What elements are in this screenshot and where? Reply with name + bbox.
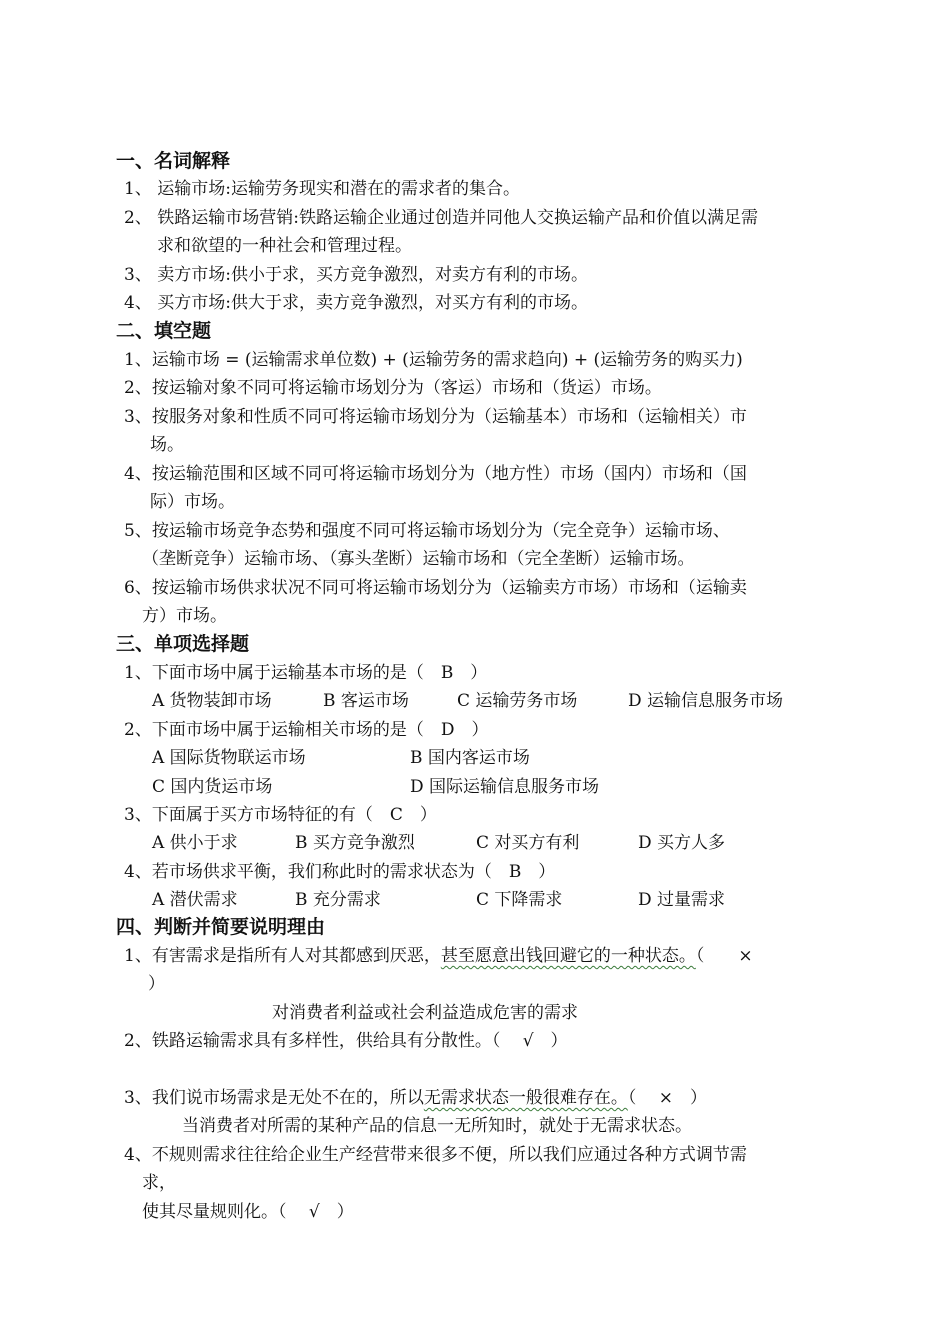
- sec4-item-3-answer: （ × ）: [627, 1088, 707, 1108]
- q2-option-c: C 国内货运市场: [152, 777, 273, 797]
- section-2-title: 二、填空题: [116, 320, 212, 342]
- sec1-item-4: 4、 买方市场:供大于求，卖方竞争激烈，对买方有利的市场。: [124, 293, 588, 313]
- sec4-item-3-note: 当消费者对所需的某种产品的信息一无所知时，就处于无需求状态。: [182, 1116, 692, 1136]
- q3-option-a: A 供小于求: [152, 833, 238, 853]
- sec3-question-2: 2、下面市场中属于运输相关市场的是（ D ）: [124, 720, 489, 740]
- sec3-question-4: 4、若市场供求平衡，我们称此时的需求状态为（ B ）: [124, 862, 556, 882]
- sec1-item-2-cont: 求和欲望的一种社会和管理过程。: [157, 236, 412, 256]
- sec3-question-3: 3、下面属于买方市场特征的有（ C ）: [124, 805, 437, 825]
- sec4-item-1-close: ）: [148, 974, 165, 994]
- sec4-item-3-text: 3、我们说市场需求是无处不在的，所以: [124, 1088, 424, 1108]
- section-3-title: 三、单项选择题: [116, 633, 250, 655]
- q4-option-c: C 下降需求: [476, 890, 563, 910]
- sec4-item-4-cont-2: 使其尽量规则化。（ √ ）: [142, 1202, 354, 1222]
- q2-option-b: B 国内客运市场: [410, 748, 530, 768]
- sec2-item-6: 6、按运输市场供求状况不同可将运输市场划分为（运输卖方市场）市场和（运输卖: [124, 578, 747, 598]
- section-1-title: 一、名词解释: [116, 150, 231, 172]
- sec4-item-1-wavy-text: 甚至愿意出钱回避它的一种状态。: [440, 946, 696, 966]
- sec2-item-5: 5、按运输市场竞争态势和强度不同可将运输市场划分为（完全竞争）运输市场、: [124, 521, 730, 541]
- q2-option-d: D 国际运输信息服务市场: [410, 777, 600, 797]
- q1-option-c: C 运输劳务市场: [457, 691, 578, 711]
- sec2-item-4-cont: 际）市场。: [150, 492, 235, 512]
- q3-option-c: C 对买方有利: [476, 833, 580, 853]
- sec4-item-1-text: 1、有害需求是指所有人对其都感到厌恶，: [124, 946, 441, 966]
- sec4-item-4-cont: 求，: [142, 1173, 176, 1193]
- sec1-item-3: 3、 卖方市场:供小于求，买方竞争激烈，对卖方有利的市场。: [124, 265, 588, 285]
- q4-option-d: D 过量需求: [638, 890, 726, 910]
- q2-option-a: A 国际货物联运市场: [152, 748, 306, 768]
- sec4-item-1-answer: （ ×: [695, 946, 753, 966]
- q1-option-d: D 运输信息服务市场: [628, 691, 784, 711]
- sec3-question-1: 1、下面市场中属于运输基本市场的是（ B ）: [124, 663, 488, 683]
- sec2-item-4: 4、按运输范围和区域不同可将运输市场划分为（地方性）市场（国内）市场和（国: [124, 464, 747, 484]
- sec2-item-6-cont: 方）市场。: [142, 606, 227, 626]
- sec2-item-3: 3、按服务对象和性质不同可将运输市场划分为（运输基本）市场和（运输相关）市: [124, 407, 747, 427]
- sec2-item-2: 2、按运输对象不同可将运输市场划分为（客运）市场和（货运）市场。: [124, 378, 662, 398]
- q4-option-a: A 潜伏需求: [152, 890, 238, 910]
- section-4-title: 四、判断并简要说明理由: [116, 916, 326, 938]
- q3-option-b: B 买方竞争激烈: [295, 833, 415, 853]
- sec4-item-3-wavy-text: 无需求状态一般很难存在。: [423, 1088, 628, 1108]
- sec4-item-3: [124, 1086, 707, 1110]
- sec4-item-2: 2、铁路运输需求具有多样性，供给具有分散性。（ √ ）: [124, 1031, 568, 1051]
- q1-option-b: B 客运市场: [323, 691, 409, 711]
- sec4-item-4: 4、不规则需求往往给企业生产经营带来很多不便，所以我们应通过各种方式调节需: [124, 1145, 747, 1165]
- q4-option-b: B 充分需求: [295, 890, 381, 910]
- sec2-item-1: 1、运输市场 = (运输需求单位数) + (运输劳务的需求趋向) + (运输劳务的购买力): [124, 350, 743, 370]
- sec4-item-1: [124, 944, 753, 968]
- sec2-item-5-cont: （垄断竞争）运输市场、（寡头垄断）运输市场和（完全垄断）运输市场。: [142, 549, 695, 569]
- q3-option-d: D 买方人多: [638, 833, 726, 853]
- sec1-item-2: 2、 铁路运输市场营销:铁路运输企业通过创造并同他人交换运输产品和价值以满足需: [124, 208, 758, 228]
- q1-option-a: A 货物装卸市场: [152, 691, 272, 711]
- sec4-item-1-note: 对消费者利益或社会利益造成危害的需求: [272, 1003, 578, 1023]
- sec2-item-3-cont: 场。: [150, 435, 184, 455]
- sec1-item-1: 1、 运输市场:运输劳务现实和潜在的需求者的集合。: [124, 179, 520, 199]
